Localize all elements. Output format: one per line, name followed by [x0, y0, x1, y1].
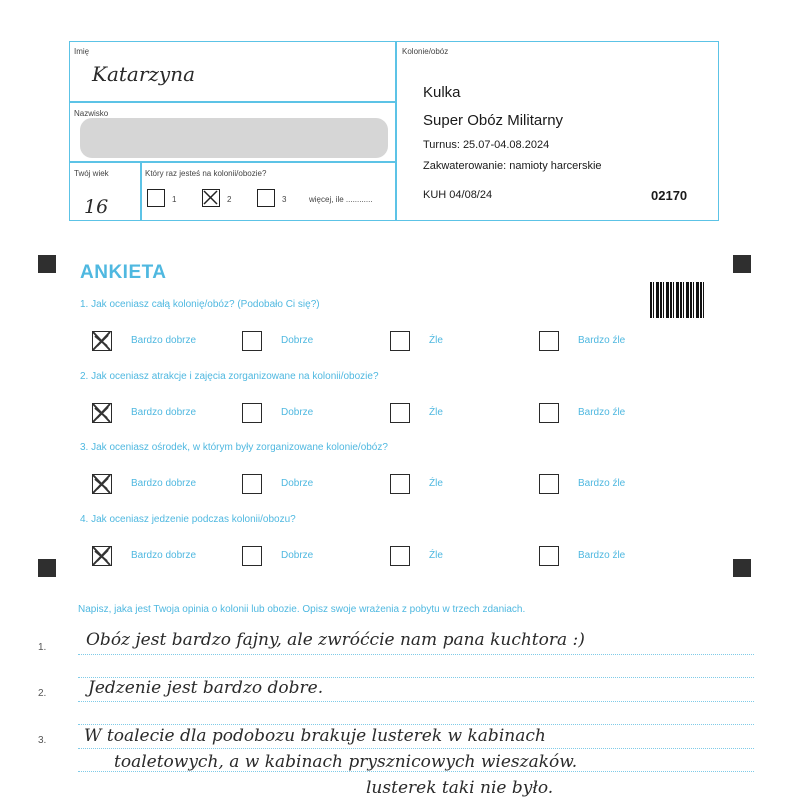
corner-marker-bottom-left — [38, 559, 56, 577]
rating-option-label: Dobrze — [281, 407, 314, 418]
visit-checkbox-2[interactable] — [202, 189, 220, 207]
rating-option-label: Bardzo źle — [578, 478, 626, 489]
form-number: 02170 — [651, 188, 688, 203]
rating-option-label: Źle — [429, 478, 443, 489]
rating-checkbox[interactable] — [390, 546, 410, 566]
wiek-value[interactable]: 16 — [84, 196, 109, 218]
rating-checkbox[interactable] — [242, 403, 262, 423]
kolonia-label: Kolonie/obóz — [402, 47, 449, 56]
rating-checkbox[interactable] — [242, 331, 262, 351]
x-mark-icon — [89, 543, 115, 569]
wiek-label: Twój wiek — [74, 169, 109, 178]
opinion-prompt: Napisz, jaka jest Twoja opinia o kolonii lub obozie. Opisz swoje wrażenia z pobytu w trzech zdaniach. — [78, 604, 526, 615]
rating-option-label: Bardzo dobrze — [131, 407, 197, 418]
survey-title: ANKIETA — [80, 262, 167, 283]
writing-line — [78, 724, 754, 725]
rating-option-label: Bardzo dobrze — [131, 478, 197, 489]
form-code: KUH 04/08/24 — [423, 189, 493, 201]
rating-option-label: Bardzo źle — [578, 407, 626, 418]
line-number-3: 3. — [38, 735, 47, 746]
visit-checkbox-1[interactable] — [147, 189, 165, 207]
question-text: 2. Jak oceniasz atrakcje i zajęcia zorganizowane na kolonii/obozie? — [80, 371, 379, 382]
corner-marker-bottom-right — [733, 559, 751, 577]
barcode — [650, 282, 704, 318]
writing-line — [78, 701, 754, 702]
opinion-line-2[interactable]: Jedzenie jest bardzo dobre. — [88, 678, 324, 698]
rating-checkbox[interactable] — [390, 403, 410, 423]
zakwaterowanie: Zakwaterowanie: namioty harcerskie — [423, 160, 602, 172]
imie-value[interactable]: Katarzyna — [92, 62, 196, 86]
kolonia-type: Super Obóz Militarny — [423, 112, 564, 129]
nazwisko-label: Nazwisko — [74, 109, 109, 118]
rating-checkbox[interactable] — [390, 331, 410, 351]
line-number-2: 2. — [38, 688, 47, 699]
ktory-raz-label: Który raz jesteś na kolonii/obozie? — [145, 169, 267, 178]
rating-checkbox[interactable] — [242, 474, 262, 494]
visit-checkbox-3[interactable] — [257, 189, 275, 207]
rating-checkbox[interactable] — [539, 546, 559, 566]
opinion-line-4[interactable]: toaletowych, a w kabinach prysznicowych wieszaków. — [114, 752, 578, 772]
rating-option-label: Dobrze — [281, 550, 314, 561]
rating-option-label: Dobrze — [281, 478, 314, 489]
opinion-line-1[interactable]: Obóz jest bardzo fajny, ale zwróćcie nam pana kuchtora :) — [86, 630, 585, 650]
rating-option-label: Bardzo dobrze — [131, 550, 197, 561]
turnus: Turnus: 25.07-04.08.2024 — [423, 139, 550, 151]
nazwisko-redacted — [80, 118, 388, 158]
rating-option-label: Bardzo dobrze — [131, 335, 197, 346]
rating-checkbox[interactable] — [539, 331, 559, 351]
rating-option-label: Źle — [429, 550, 443, 561]
writing-line — [78, 654, 754, 655]
question-text: 4. Jak oceniasz jedzenie podczas kolonii/obozu? — [80, 514, 296, 525]
rating-checkbox[interactable] — [390, 474, 410, 494]
opinion-line-3[interactable]: W toalecie dla podobozu brakuje lusterek w kabinach — [84, 726, 546, 746]
question-text: 1. Jak oceniasz całą kolonię/obóz? (Podobało Ci się?) — [80, 299, 320, 310]
rating-checkbox[interactable] — [92, 403, 112, 423]
rating-checkbox[interactable] — [92, 546, 112, 566]
rating-checkbox[interactable] — [92, 474, 112, 494]
rating-option-label: Źle — [429, 335, 443, 346]
rating-checkbox[interactable] — [539, 474, 559, 494]
x-mark-icon — [89, 400, 115, 426]
visit-option-1: 1 — [172, 195, 177, 204]
corner-marker-top-right — [733, 255, 751, 273]
kolonia-name: Kulka — [423, 84, 461, 101]
rating-option-label: Bardzo źle — [578, 335, 626, 346]
rating-option-label: Bardzo źle — [578, 550, 626, 561]
wiecej-label: więcej, ile ............ — [309, 195, 373, 204]
visit-option-2: 2 — [227, 195, 232, 204]
visit-option-3: 3 — [282, 195, 287, 204]
rating-option-label: Źle — [429, 407, 443, 418]
line-number-1: 1. — [38, 642, 47, 653]
x-mark-icon — [203, 190, 218, 205]
x-mark-icon — [89, 328, 115, 354]
rating-checkbox[interactable] — [92, 331, 112, 351]
writing-line — [78, 748, 754, 749]
opinion-line-5[interactable]: lusterek taki nie było. — [366, 778, 554, 798]
rating-option-label: Dobrze — [281, 335, 314, 346]
imie-label: Imię — [74, 47, 90, 56]
corner-marker-top-left — [38, 255, 56, 273]
rating-checkbox[interactable] — [539, 403, 559, 423]
rating-checkbox[interactable] — [242, 546, 262, 566]
x-mark-icon — [89, 471, 115, 497]
question-text: 3. Jak oceniasz ośrodek, w którym były zorganizowane kolonie/obóz? — [80, 442, 388, 453]
